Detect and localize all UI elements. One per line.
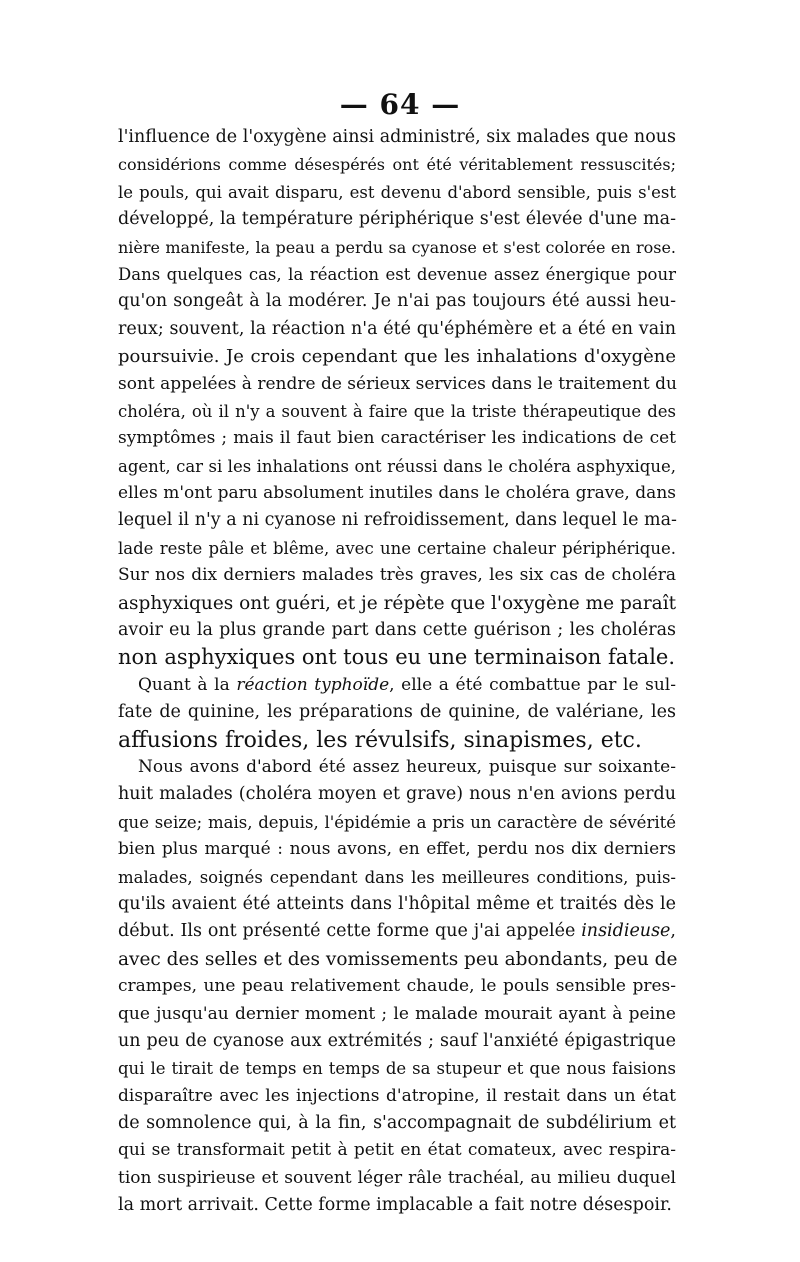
text-line: que seize; mais, depuis, l'épidémie a pris un caractère de sévérité [118, 812, 676, 832]
text-line: Nous avons d'abord été assez heureux, puisque sur soixante- [138, 756, 676, 777]
text-line: non asphyxiques ont tous eu une terminaison fatale. [118, 645, 676, 670]
text-line: un peu de cyanose aux extrémités ; sauf l'anxiété épigastrique [118, 1030, 676, 1051]
text-line: lequel il n'y a ni cyanose ni refroidissement, dans lequel le ma- [118, 510, 677, 531]
text-line: fate de quinine, les préparations de quinine, de valériane, les [118, 702, 676, 723]
text-line: qui le tirait de temps en temps de sa stupeur et que nous faisions [118, 1059, 676, 1079]
text-line: asphyxiques ont guéri, et je répète que l'oxygène me paraît [118, 592, 677, 614]
text-line: lade reste pâle et blême, avec une certaine chaleur périphérique. [118, 538, 676, 558]
text-line: disparaître avec les injections d'atropine, il restait dans un état [118, 1085, 676, 1106]
body-text [118, 124, 676, 1220]
text-line: bien plus marqué : nous avons, en effet, perdu nos dix derniers [118, 839, 676, 860]
text-line: qu'on songeât à la modérer. Je n'ai pas toujours été aussi heu- [118, 291, 676, 312]
text-line: nière manifeste, la peau a perdu sa cyanose et s'est colorée en rose. [118, 237, 676, 257]
text-line: symptômes ; mais il faut bien caractériser les indications de cet [118, 428, 676, 449]
text-line: choléra, où il n'y a souvent à faire que la triste thérapeutique des [118, 401, 676, 421]
text-line: huit malades (choléra moyen et grave) nous n'en avions perdu [118, 784, 676, 805]
text-line: qui se transformait petit à petit en état comateux, avec respira- [118, 1140, 676, 1161]
text-line: affusions froides, les révulsifs, sinapismes, etc. [118, 727, 642, 753]
text-line: crampes, une peau relativement chaude, le pouls sensible pres- [118, 976, 676, 997]
text-line: la mort arrivait. Cette forme implacable a fait notre désespoir. [118, 1195, 672, 1216]
text-line: qu'ils avaient été atteints dans l'hôpital même et traités dès le [118, 893, 676, 914]
text-line: avec des selles et des vomissements peu abondants, peu de [118, 948, 678, 970]
text-line: début. Ils ont présenté cette forme que j'ai appelée insidieuse, [118, 921, 676, 942]
text-line: que jusqu'au dernier moment ; le malade mourait ayant à peine [118, 1003, 676, 1024]
page-number: — 64 — [339, 88, 461, 121]
text-line: développé, la température périphérique s'est élevée d'une ma- [118, 209, 676, 230]
text-line: considérions comme désespérés ont été véritablement ressuscités; [118, 155, 676, 175]
text-line: reux; souvent, la réaction n'a été qu'éphémère et a été en vain [118, 318, 676, 339]
text-line: Sur nos dix derniers malades très graves, les six cas de choléra [118, 565, 676, 586]
text-line: sont appelées à rendre de sérieux services dans le traitement du [118, 373, 677, 394]
text-line: poursuivie. Je crois cependant que les inhalations d'oxygène [118, 346, 676, 368]
text-line: tion suspirieuse et souvent léger râle trachéal, au milieu duquel [118, 1167, 676, 1188]
paragraph [118, 754, 676, 1220]
text-line: avoir eu la plus grande part dans cette guérison ; les choléras [118, 620, 676, 641]
text-line: le pouls, qui avait disparu, est devenu d'abord sensible, puis s'est [118, 182, 676, 202]
text-line: agent, car si les inhalations ont réussi dans le choléra asphyxique, [118, 456, 676, 476]
text-line: malades, soignés cependant dans les meilleures conditions, puis- [118, 867, 676, 887]
text-line: Quant à la réaction typhoïde, elle a été combattue par le sul- [138, 674, 676, 695]
text-line: de somnolence qui, à la fin, s'accompagnait de subdélirium et [118, 1113, 676, 1134]
text-line: l'influence de l'oxygène ainsi administré, six malades que nous [118, 127, 676, 147]
paragraph [118, 672, 676, 754]
paragraph [118, 124, 676, 672]
emphasized-term: insidieuse [581, 921, 671, 942]
text-line: elles m'ont paru absolument inutiles dans le choléra grave, dans [118, 483, 676, 504]
emphasized-term: réaction typhoïde [236, 674, 390, 695]
text-line: Dans quelques cas, la réaction est devenue assez énergique pour [118, 264, 676, 284]
